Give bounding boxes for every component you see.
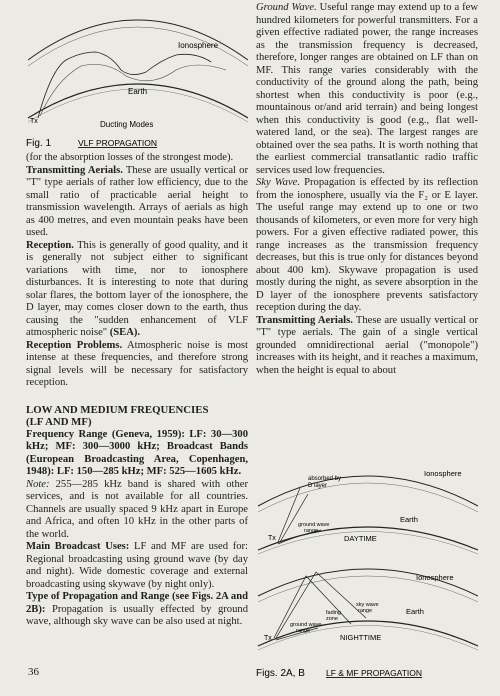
heading: Type of Propagation and Range (see Figs. 2A and 2B): <box>26 591 248 615</box>
daytime-label: DAYTIME <box>344 534 377 543</box>
sky-wave-label: sky wave <box>356 602 379 608</box>
vlf-reception <box>26 240 248 340</box>
ground-wave-label-day: ground wave <box>298 522 330 528</box>
range-label-day: range <box>304 528 319 534</box>
broadcast-uses <box>26 541 248 591</box>
left-column <box>26 0 248 629</box>
range-label-sky: range <box>358 608 373 614</box>
right-column <box>256 0 478 377</box>
ducting-modes-label: Ducting Modes <box>100 120 154 129</box>
body: Propagation is effected by its reflection from the ionosphere, usually via the F₂ or E layer. The useful range may extend up to one or two thousands of kilometers, or even more for very high powers. For a given effective radiated power, this range increases as the transmission frequency decreases, but this is true only for distances beyond about 400 km). Skywave propagation is used mostly during the night, as severe absorption in the D layer of the ionosphere prevents satisfactory reception during the day. <box>256 177 478 313</box>
absorbed-label: absorbed by <box>308 476 342 482</box>
fig1-caption-num: Fig. 1 <box>26 138 52 148</box>
ionosphere-arc <box>28 20 248 60</box>
nighttime-label: NIGHTTIME <box>340 633 382 642</box>
body: These are usually vertical or "T" type aerials. The gain of a single vertical grounded omnidirectional aerial ("monopole") increases with its height, and it reaches a maximum, when the height is equal to about <box>256 314 478 376</box>
ionosphere-label: Ionosphere <box>178 41 219 50</box>
lfmf-transmitting-aerials <box>256 315 478 378</box>
sky-wave <box>256 177 478 315</box>
body: Atmospheric noise is most intense at these frequencies, and therefore strong signal levels will be necessary for satisfactory reception. <box>26 339 248 388</box>
earth-label: Earth <box>128 87 148 96</box>
earth-label-night: Earth <box>406 607 424 616</box>
body: 255—285 kHz band is shared with other services, and is not available for all countries. Channels are usually spaced 9 kHz apart in Europe and Africa, and often 10 kHz in the other parts of the world. <box>26 478 248 540</box>
fig2-caption-title: LF & MF PROPAGATION <box>326 668 423 678</box>
heading: Ground Wave. <box>256 2 317 13</box>
body: This is generally of good quality, and it is generally not subject either to significant variations with time, nor to ionosphere disturbances. It is interesting to note that during solar flares, the bottom layer of the ionosphere, the D layer, may comes closer down to the earth, thus causing the "sudden enhancement of VLF atmospheric noise" <box>26 239 248 338</box>
vlf-propagation-figure <box>26 0 248 148</box>
fig1-caption-title: VLF PROPAGATION <box>78 138 158 148</box>
note-paragraph <box>26 479 248 542</box>
tx-label: Tx <box>30 118 38 125</box>
vlf-transmitting-aerials <box>26 165 248 240</box>
ground-wave <box>256 2 478 177</box>
body: Useful range may extend up to a few hundred kilometers for powerful transmitters. For a given effective radiated power, the range increases as the transmission frequency is decreased, therefore, longer ranges are obtained on LF than on MF. This range varies considerably with the conductivity of the ground along the path, being shortest when this conductivity is poor (e.g., mountainous or/and arid terrain) and being longest when this conductivity is good (e.g., flat well-watered land, or the sea). The largest ranges are obtained over the sea paths. It is worth nothing that the earliest commercial transatlantic radio traffic services used low frequencies. <box>256 2 478 176</box>
heading: Main Broadcast Uses: <box>26 541 130 552</box>
propagation-type <box>26 591 248 629</box>
section-title-line1: LOW AND MEDIUM FREQUENCIES <box>26 403 209 416</box>
heading: Sky Wave. <box>256 177 301 188</box>
heading: Transmitting Aerials. <box>26 164 123 176</box>
heading: Note: <box>26 478 50 490</box>
body: LF and MF are used for: Regional broadcasting using ground wave (by day and night). Wide domestic coverage and external broadcasting using skywave (by night only). <box>26 541 248 590</box>
tx-label-night: Tx <box>264 635 272 642</box>
section-title-line2: (LF AND MF) <box>26 416 92 428</box>
ionosphere-label-day: Ionosphere <box>424 469 462 478</box>
heading: Reception. <box>26 239 74 251</box>
body: These are usually vertical or "T" type aerials of rather low efficiency, due to the small ratio of practicable aerial height to transmission wavelength. Arrays of aerials as high as 400 metres, and even mountain peaks have been used. <box>26 164 248 238</box>
page-number: 36 <box>28 666 39 678</box>
d-layer-label: D layer <box>308 483 328 489</box>
section-heading <box>26 404 248 429</box>
heading: Transmitting Aerials. <box>256 314 353 326</box>
ground-wave-label-night: ground wave <box>290 622 322 628</box>
fig2-caption-num: Figs. 2A, B <box>256 668 305 679</box>
vlf-reception-problems <box>26 340 248 390</box>
zone-label: zone <box>326 616 338 622</box>
ionosphere-label-night: Ionosphere <box>416 573 454 582</box>
heading: Reception Problems. <box>26 339 123 351</box>
daytime-diagram <box>258 469 478 554</box>
nighttime-diagram <box>258 569 478 650</box>
sea-abbrev: (SEA). <box>109 327 141 338</box>
earth-label-day: Earth <box>400 515 418 524</box>
lf-mf-propagation-figure <box>256 446 478 686</box>
tx-label-day: Tx <box>268 535 276 542</box>
fading-label: fading <box>326 610 341 616</box>
continued-paragraph: (for the absorption losses of the strongest mode). <box>26 152 234 163</box>
frequency-range: Frequency Range (Geneva, 1959): LF: 30—300 kHz; MF: 300—3000 kHz; Broadcast Bands (European Broadcasting Area, Copenhagen, 1948): LF: 150—285 kHz; MF: 525—1605 kHz. <box>26 428 248 477</box>
range-label-night: range <box>296 628 311 634</box>
body: Propagation is usually effected by ground wave, although sky wave can be also used at night. <box>26 603 248 627</box>
